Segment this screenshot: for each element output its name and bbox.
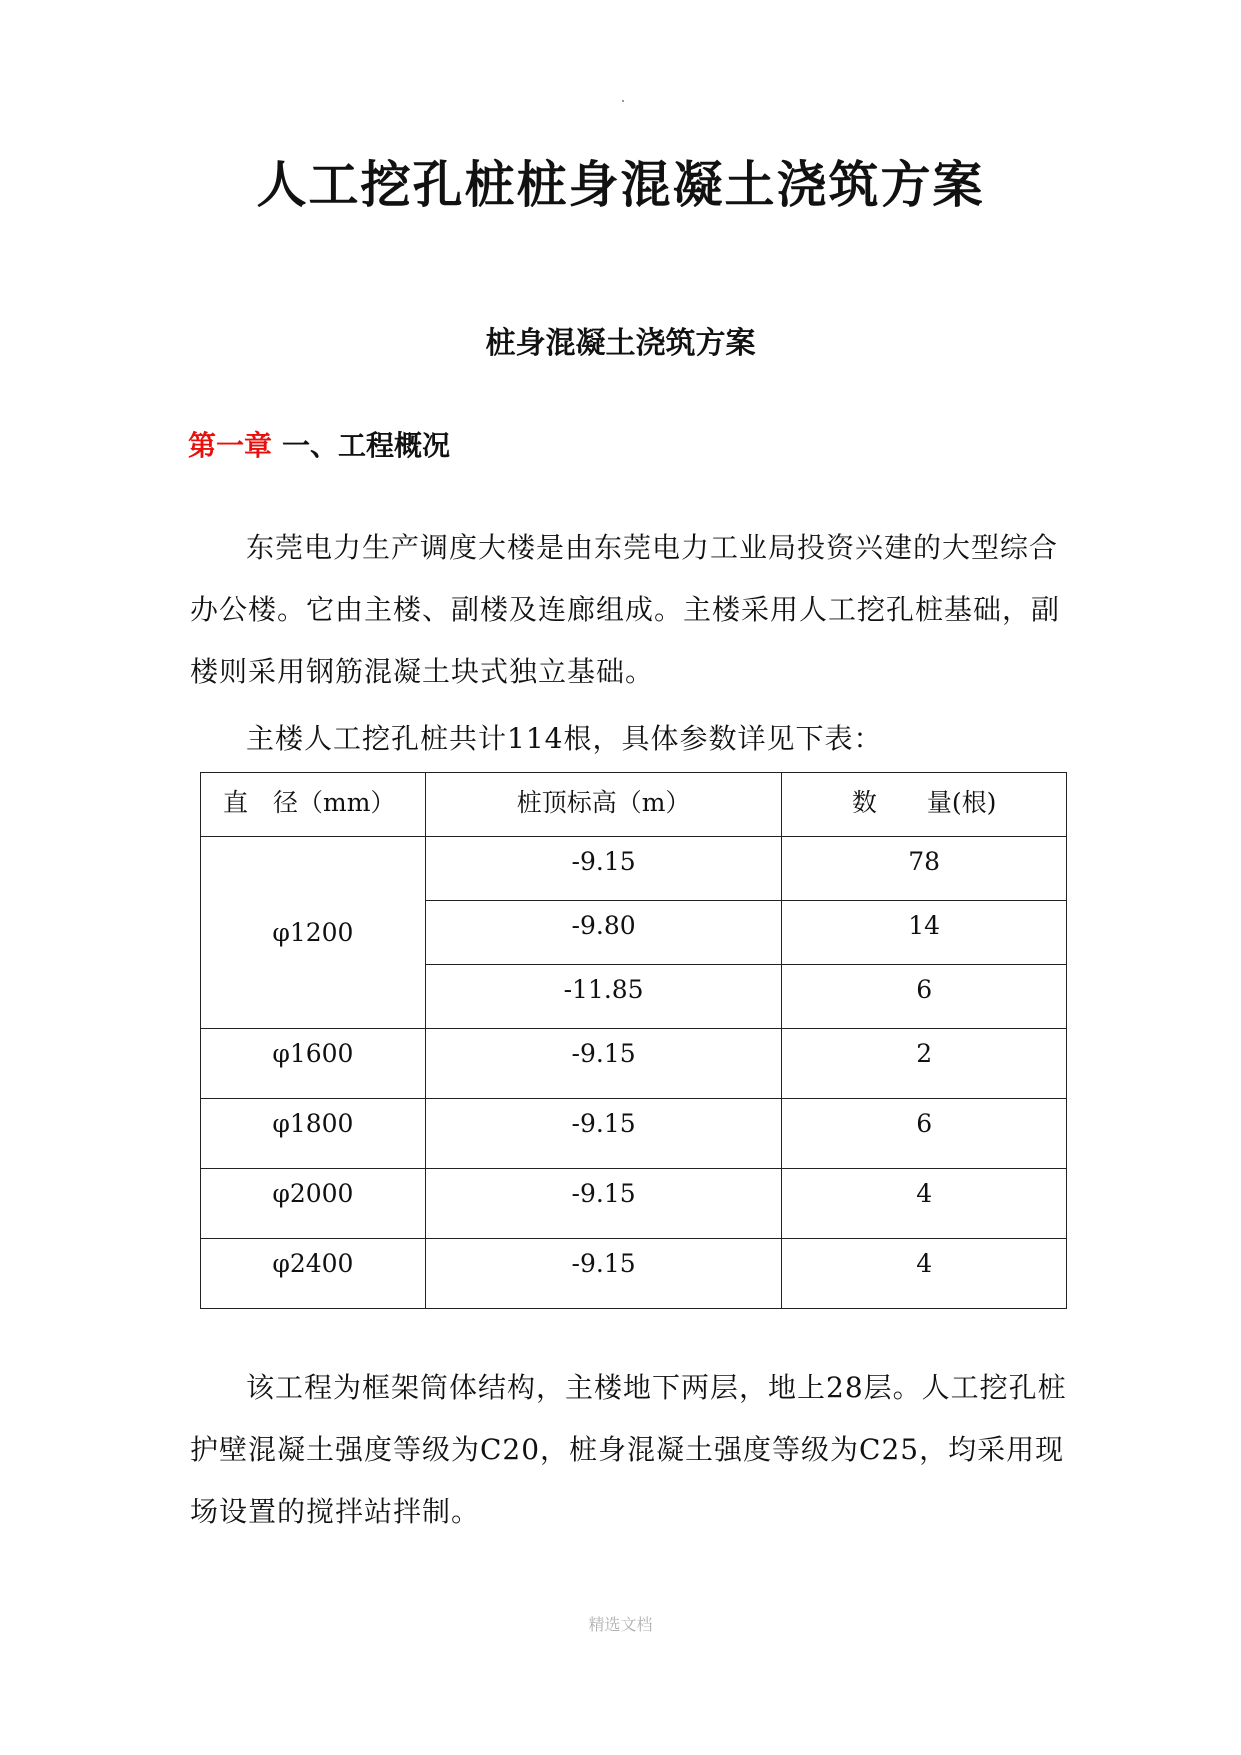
count-cell: 4 [782, 1239, 1067, 1309]
intro-paragraph: 东莞电力生产调度大楼是由东莞电力工业局投资兴建的大型综合办公楼。它由主楼、副楼及连廊组成。主楼采用人工挖孔桩基础，副楼则采用钢筋混凝土块式独立基础。 [190, 531, 1061, 688]
structure-paragraph: 该工程为框架筒体结构，主楼地下两层，地上28层。人工挖孔桩护壁混凝土强度等级为C20，桩身混凝土强度等级为C25，均采用现场设置的搅拌站拌制。 [190, 1371, 1067, 1528]
table-row [201, 1029, 1067, 1099]
elevation-cell: -9.15 [425, 1169, 782, 1239]
elevation-cell: -9.80 [425, 901, 782, 965]
count-cell: 6 [782, 965, 1067, 1029]
elevation-cell: -11.85 [425, 965, 782, 1029]
elevation-cell: -9.15 [425, 1239, 782, 1309]
header-elevation: 桩顶标高（m） [425, 773, 782, 837]
table-intro-paragraph: 主楼人工挖孔桩共计114根，具体参数详见下表： [246, 722, 883, 755]
table-row [201, 1169, 1067, 1239]
chapter-heading [188, 426, 450, 466]
diameter-cell: φ1800 [201, 1099, 426, 1169]
chapter-title: 一、工程概况 [282, 429, 451, 462]
count-cell: 2 [782, 1029, 1067, 1099]
table-row [201, 837, 1067, 901]
count-cell: 14 [782, 901, 1067, 965]
diameter-cell: φ2400 [201, 1239, 426, 1309]
elevation-cell: -9.15 [425, 1099, 782, 1169]
diameter-cell: φ1600 [201, 1029, 426, 1099]
document-subtitle: 桩身混凝土浇筑方案 [485, 326, 756, 361]
page-marker-dot [622, 100, 624, 102]
header-diameter: 直 径（mm） [201, 773, 426, 837]
document-title: 人工挖孔桩桩身混凝土浇筑方案 [256, 155, 985, 214]
elevation-cell: -9.15 [425, 1029, 782, 1099]
header-count: 数 量(根) [782, 773, 1067, 837]
page-footer: 精选文档 [588, 1615, 653, 1634]
count-cell: 78 [782, 837, 1067, 901]
table-row [201, 1239, 1067, 1309]
table-row [201, 1099, 1067, 1169]
count-cell: 4 [782, 1169, 1067, 1239]
diameter-cell: φ1200 [201, 837, 426, 1029]
count-cell: 6 [782, 1099, 1067, 1169]
diameter-cell: φ2000 [201, 1169, 426, 1239]
chapter-label: 第一章 [188, 429, 273, 462]
table-header-row [201, 773, 1067, 837]
pile-parameter-table [200, 772, 1067, 1309]
elevation-cell: -9.15 [425, 837, 782, 901]
